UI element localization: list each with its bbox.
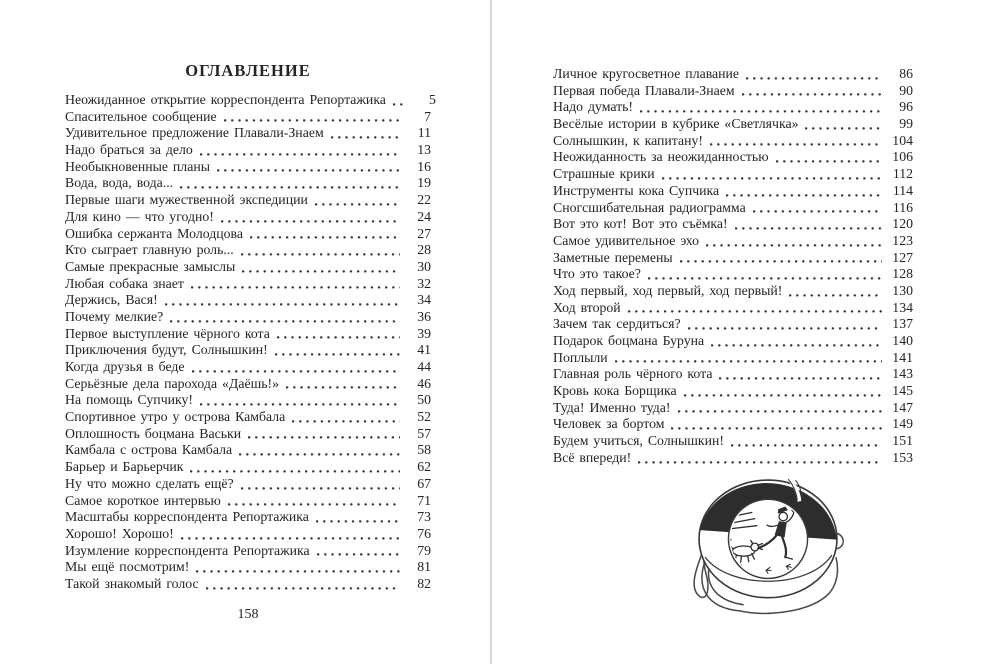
toc-entry <box>65 159 431 176</box>
toc-entry <box>65 359 431 376</box>
dot-leader <box>315 203 400 206</box>
toc-entry-page: 147 <box>892 399 913 415</box>
toc-entry-title: Главная роль чёрного кота <box>553 366 713 382</box>
toc-entry-page: 116 <box>892 199 913 215</box>
toc-entry <box>65 309 431 326</box>
dot-leader <box>286 386 400 389</box>
toc-entry-page: 143 <box>892 366 913 382</box>
toc-entry-page: 140 <box>892 333 913 348</box>
toc-entry-page: 96 <box>899 99 913 115</box>
dot-leader <box>200 403 400 406</box>
dot-leader <box>735 227 882 230</box>
toc-entry-title: Спасительное сообщение <box>65 108 217 124</box>
toc-entry <box>553 116 913 133</box>
toc-entry <box>553 383 913 400</box>
toc-entry-page: 153 <box>892 449 913 465</box>
toc-entry-page: 57 <box>417 425 431 441</box>
toc-entry-page: 79 <box>417 542 431 558</box>
dot-leader <box>224 119 400 122</box>
toc-entry <box>65 326 431 343</box>
dot-leader <box>789 294 882 297</box>
toc-entry-title: Мы ещё посмотрим! <box>65 559 190 575</box>
dot-leader <box>248 436 400 439</box>
toc-entry <box>553 450 913 467</box>
toc-entry <box>65 259 431 276</box>
toc-entry <box>553 283 913 300</box>
toc-entry <box>65 526 431 543</box>
toc-entry <box>553 316 913 333</box>
toc-entry-page: 149 <box>892 416 913 432</box>
toc-entry-title: Надо думать! <box>553 99 634 115</box>
toc-entry <box>65 342 431 359</box>
toc-entry-page: 34 <box>417 292 431 308</box>
toc-entry-title: Почему мелкие? <box>65 308 164 324</box>
toc-entry <box>65 276 431 293</box>
dot-leader <box>250 236 400 239</box>
dot-leader <box>206 587 400 590</box>
toc-entry-title: Когда друзья в беде <box>65 359 185 374</box>
toc-entry-page: 123 <box>892 232 913 248</box>
toc-entry <box>553 333 913 350</box>
toc-entry <box>65 476 431 493</box>
toc-entry-page: 7 <box>424 108 431 124</box>
toc-entry-title: Ход первый, ход первый, ход первый! <box>553 282 783 298</box>
toc-entry-title: Заметные перемены <box>553 249 673 265</box>
toc-entry <box>65 209 431 226</box>
dot-leader <box>638 461 882 464</box>
toc-entry-title: Вода, вода, вода... <box>65 175 174 191</box>
dot-leader <box>317 553 400 556</box>
toc-entry-title: Ошибка сержанта Молодцова <box>65 225 243 241</box>
toc-entry-title: Вот это кот! Вот это съёмка! <box>553 216 728 232</box>
toc-entry <box>65 109 431 126</box>
toc-entry-page: 134 <box>892 299 913 315</box>
dot-leader <box>726 194 882 197</box>
toc-entry-page: 76 <box>417 525 431 541</box>
dot-leader <box>277 336 400 339</box>
toc-entry-page: 30 <box>417 258 431 274</box>
toc-entry-title: Весёлые истории в кубрике «Светлячка» <box>553 116 799 132</box>
toc-entry-page: 58 <box>417 442 431 458</box>
toc-entry-title: Необыкновенные планы <box>65 158 210 174</box>
toc-entry-title: Сногсшибательная радиограмма <box>553 199 746 215</box>
left-page <box>65 61 436 593</box>
dot-leader <box>628 310 882 313</box>
toc-entry-page: 114 <box>892 182 913 198</box>
buoy-ring <box>699 478 840 597</box>
toc-entry <box>65 493 431 510</box>
dot-leader <box>710 143 882 146</box>
dot-leader <box>196 570 400 573</box>
toc-entry-title: Кто сыграет главную роль... <box>65 242 234 258</box>
toc-entry-page: 99 <box>899 116 913 132</box>
toc-entry <box>553 366 913 383</box>
dot-leader <box>706 244 882 247</box>
toc-entry-page: 106 <box>892 149 913 165</box>
dot-leader <box>680 260 882 263</box>
toc-entry-page: 41 <box>417 342 431 358</box>
toc-entry-title: Спортивное утро у острова Камбала <box>65 409 286 425</box>
toc-entry-title: Зачем так сердиться? <box>553 316 681 332</box>
dot-leader <box>239 453 400 456</box>
page-number-folio: 158 <box>237 607 259 622</box>
toc-entry-page: 46 <box>417 375 431 391</box>
dot-leader <box>805 127 882 130</box>
dot-leader <box>711 344 882 347</box>
toc-entry-title: Будем учиться, Солнышкин! <box>553 433 724 449</box>
toc-entry-page: 86 <box>899 66 913 81</box>
toc-entry <box>65 242 431 259</box>
toc-entry-title: Первая победа Плавали-Знаем <box>553 82 735 98</box>
dot-leader <box>180 186 400 189</box>
dot-leader <box>242 270 400 273</box>
toc-entry <box>65 426 431 443</box>
toc-entry-page: 11 <box>417 125 431 141</box>
dot-leader <box>192 370 400 373</box>
toc-entry <box>553 183 913 200</box>
toc-entry-page: 13 <box>417 142 431 158</box>
dot-leader <box>688 327 882 330</box>
toc-entry-title: Неожиданность за неожиданностью <box>553 149 769 165</box>
toc-entry-title: Ход второй <box>553 299 621 315</box>
toc-entry-page: 44 <box>417 359 431 374</box>
dot-leader <box>316 520 400 523</box>
right-page <box>553 66 913 467</box>
toc-entry-page: 90 <box>899 82 913 98</box>
toc-entry <box>553 300 913 317</box>
toc-entry <box>553 99 913 116</box>
toc-entry-page: 62 <box>417 459 431 475</box>
toc-entry <box>553 133 913 150</box>
dot-leader <box>331 136 400 139</box>
dot-leader <box>615 360 882 363</box>
dot-leader <box>292 420 400 423</box>
dot-leader <box>684 394 882 397</box>
toc-entry-title: Надо браться за дело <box>65 142 193 158</box>
toc-entry-page: 81 <box>417 559 431 575</box>
toc-entry-page: 73 <box>417 509 431 525</box>
dot-leader <box>678 410 882 413</box>
toc-entry-page: 71 <box>417 492 431 508</box>
dot-leader <box>731 444 882 447</box>
toc-entry-page: 104 <box>892 132 913 148</box>
toc-entry <box>65 92 436 109</box>
toc-entry-title: Человек за бортом <box>553 416 665 432</box>
toc-entry <box>553 400 913 417</box>
toc-heading: ОГЛАВЛЕНИЕ <box>185 61 311 80</box>
toc-entry-title: Самое короткое интервью <box>65 492 221 508</box>
toc-entry <box>65 125 431 142</box>
dot-leader <box>241 253 400 256</box>
toc-entry-title: Инструменты кока Супчика <box>553 182 720 198</box>
toc-entry-title: Держись, Вася! <box>65 292 158 308</box>
toc-entry-page: 151 <box>892 433 913 449</box>
toc-entry-title: Солнышкин, к капитану! <box>553 132 704 148</box>
toc-entry <box>65 376 431 393</box>
toc-entry-title: Изумление корреспондента Репортажика <box>65 542 310 558</box>
toc-entry-page: 27 <box>417 225 431 241</box>
toc-entry <box>65 559 431 576</box>
toc-entry <box>553 433 913 450</box>
dot-leader <box>746 77 882 80</box>
toc-entry-title: Ну что можно сделать ещё? <box>65 475 234 491</box>
toc-entry-title: Оплошность боцмана Васьки <box>65 425 242 441</box>
toc-entry <box>553 233 913 250</box>
dot-leader <box>719 377 882 380</box>
toc-entry-title: Барьер и Барьерчик <box>65 459 184 475</box>
toc-entry <box>65 576 431 593</box>
toc-entry-page: 112 <box>892 166 913 182</box>
toc-entry <box>65 392 431 409</box>
toc-entry <box>553 200 913 217</box>
toc-entry-title: Хорошо! Хорошо! <box>65 525 174 541</box>
toc-entry-page: 145 <box>892 383 913 399</box>
toc-entry-page: 5 <box>429 92 436 107</box>
dot-leader <box>190 470 400 473</box>
toc-entry-title: Подарок боцмана Буруна <box>553 333 705 348</box>
toc-entry <box>65 459 431 476</box>
toc-entry <box>553 149 913 166</box>
toc-entry-title: Поплыли <box>553 349 608 365</box>
toc-entry-title: Приключения будут, Солнышкин! <box>65 342 268 358</box>
toc-entry <box>553 350 913 367</box>
toc-entry-page: 24 <box>417 208 431 224</box>
dot-leader <box>165 303 400 306</box>
dot-leader <box>393 103 405 106</box>
toc-entry <box>65 509 431 526</box>
toc-entry-title: Такой знакомый голос <box>65 575 199 591</box>
toc-entry-page: 137 <box>892 316 913 332</box>
toc-entry <box>553 250 913 267</box>
toc-entry-title: Что это такое? <box>553 266 641 282</box>
toc-entry <box>553 83 913 100</box>
toc-entry-title: Самые прекрасные замыслы <box>65 258 236 274</box>
dot-leader <box>671 427 882 430</box>
toc-entry <box>65 175 431 192</box>
toc-entry <box>65 409 431 426</box>
dot-leader <box>648 277 882 280</box>
toc-entry-page: 39 <box>417 325 431 341</box>
toc-entry-page: 16 <box>417 158 431 174</box>
dot-leader <box>221 220 400 223</box>
toc-entry-title: Всё впереди! <box>553 449 632 465</box>
toc-entry-page: 32 <box>417 275 431 291</box>
toc-entry <box>553 216 913 233</box>
toc-entry-title: Страшные крики <box>553 166 655 182</box>
toc-entry-title: Кровь кока Борщика <box>553 383 677 399</box>
toc-entry <box>553 416 913 433</box>
toc-entry-title: Первое выступление чёрного кота <box>65 325 270 341</box>
toc-entry-title: Камбала с острова Камбала <box>65 442 233 458</box>
dot-leader <box>191 286 400 289</box>
toc-entry-page: 52 <box>417 409 431 425</box>
toc-entry-title: Личное кругосветное плавание <box>553 66 740 81</box>
toc-entry-title: Туда! Именно туда! <box>553 399 671 415</box>
toc-entry-page: 50 <box>417 392 431 408</box>
toc-entry-page: 141 <box>892 349 913 365</box>
toc-entry-title: Серьёзные дела парохода «Даёшь!» <box>65 375 279 391</box>
dot-leader <box>170 320 400 323</box>
toc-entry-title: Первые шаги мужественной экспедиции <box>65 192 308 208</box>
toc-entry-page: 22 <box>417 192 431 208</box>
dot-leader <box>742 93 882 96</box>
toc-entry <box>65 442 431 459</box>
toc-entry-page: 36 <box>417 308 431 324</box>
dot-leader <box>241 487 400 490</box>
dot-leader <box>275 353 400 356</box>
toc-entry-title: Неожиданное открытие корреспондента Репортажика <box>65 92 386 107</box>
toc-entry-page: 127 <box>892 249 913 265</box>
toc-entry-title: Для кино — что угодно! <box>65 208 214 224</box>
toc-entry <box>65 292 431 309</box>
toc-entry-title: Любая собака знает <box>65 275 184 291</box>
lifebuoy-illustration <box>686 476 850 618</box>
toc-entry-page: 67 <box>417 475 431 491</box>
dot-leader <box>181 537 400 540</box>
toc-entry-title: Удивительное предложение Плавали-Знаем <box>65 125 324 141</box>
toc-entry-page: 19 <box>417 175 431 191</box>
toc-entry <box>553 66 913 83</box>
page-gutter-divider <box>490 0 492 664</box>
toc-entry-page: 130 <box>892 282 913 298</box>
toc-entry-page: 28 <box>417 242 431 258</box>
toc-entry <box>65 543 431 560</box>
dot-leader <box>776 160 882 163</box>
toc-entry <box>65 142 431 159</box>
toc-entry-title: Масштабы корреспондента Репортажика <box>65 509 309 525</box>
toc-entry <box>553 166 913 183</box>
toc-entry-page: 120 <box>892 216 913 232</box>
toc-entry <box>65 226 431 243</box>
dot-leader <box>217 169 400 172</box>
left-toc-list <box>65 92 436 593</box>
dot-leader <box>662 177 882 180</box>
right-toc-list <box>553 66 913 467</box>
toc-entry-title: На помощь Супчику! <box>65 392 194 408</box>
dot-leader <box>200 153 400 156</box>
toc-entry-page: 82 <box>417 575 431 591</box>
toc-entry-title: Самое удивительное эхо <box>553 232 700 248</box>
dot-leader <box>228 503 400 506</box>
toc-entry <box>553 266 913 283</box>
dot-leader <box>753 210 882 213</box>
toc-entry <box>65 192 431 209</box>
dot-leader <box>640 110 882 113</box>
toc-entry-page: 128 <box>892 266 913 282</box>
